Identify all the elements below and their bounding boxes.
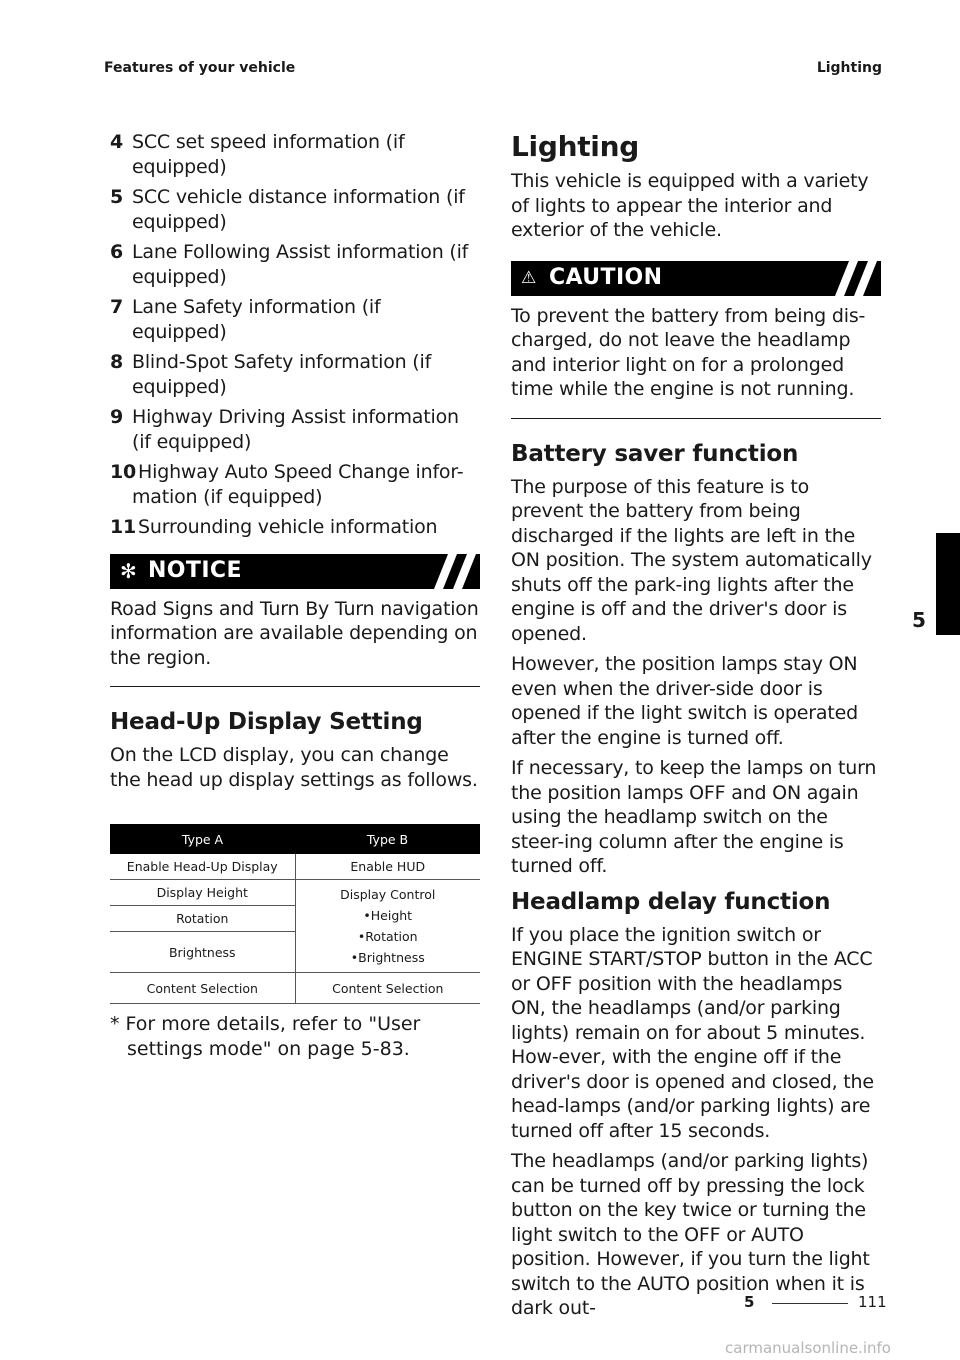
notice-title: NOTICE [148, 557, 242, 583]
hud-settings-table [110, 824, 480, 1004]
list-item: 10 Highway Auto Speed Change infor-mation (if equipped) [110, 461, 464, 508]
list-item: 9 Highway Driving Assist information (if equipped) [110, 406, 459, 453]
footer-divider [772, 1303, 848, 1304]
list-item: 11 Surrounding vehicle information [110, 516, 438, 538]
left-column [110, 130, 480, 1061]
divider [511, 418, 881, 419]
slash-stripes-icon [821, 261, 881, 296]
notice-text: Road Signs and Turn By Turn navigation information are available depending on the region. [110, 597, 479, 669]
table-row: Enable Head-Up Display Enable HUD [110, 854, 480, 880]
headlamp-delay-heading: Headlamp delay function [511, 888, 831, 915]
footer-page-number: 111 [858, 1293, 887, 1311]
list-item: 5 SCC vehicle distance information (if equipped) [110, 186, 465, 233]
list-item: 7 Lane Safety information (if equipped) [110, 296, 381, 343]
battery-saver-paragraph: However, the position lamps stay ON even when the driver-side door is opened if the light switch is operated after the engine is turned off. [511, 653, 858, 749]
hud-setting-intro: On the LCD display, you can change the head up display settings as follows. [110, 744, 478, 791]
running-header-section: Features of your vehicle [104, 60, 296, 76]
table-footnote: * For more details, refer to "User settings mode" on page 5-83. [110, 1013, 421, 1060]
slash-stripes-icon [420, 554, 480, 589]
lighting-heading: Lighting [511, 130, 639, 163]
display-control-cell: Display Control •Height •Rotation •Brightness [295, 880, 480, 973]
hud-setting-heading: Head-Up Display Setting [110, 709, 423, 735]
headlamp-delay-paragraph: If you place the ignition switch or ENGINE START/STOP button in the ACC or OFF position with the headlamps ON, the headlamps (and/or parking lights) remain on for about 5 minutes. How-ever, with the engine off if the driver's door is opened and closed, the head-lamps (and/or parking lights) are turned off after 15 seconds. [511, 923, 874, 1142]
battery-saver-paragraph: The purpose of this feature is to prevent the battery from being discharged if the lights are left in the ON position. The system automatically shuts off the park-ing lights after the engine is off and the driver's door is opened. [511, 475, 872, 645]
lighting-intro: This vehicle is equipped with a variety of lights to appear the interior and exterior of the vehicle. [511, 170, 869, 241]
table-header-type-b: Type B [295, 824, 480, 854]
divider [110, 686, 480, 687]
table-row: Display Height Display Control •Height •Rotation •Brightness [110, 880, 480, 906]
notice-icon: ✻ [120, 558, 137, 583]
running-header-topic: Lighting [816, 60, 882, 76]
chapter-tab-number: 5 [912, 608, 926, 632]
table-row: Rotation [110, 906, 480, 932]
notice-banner [110, 554, 480, 589]
caution-title: CAUTION [549, 264, 663, 290]
table-header-type-a: Type A [110, 824, 295, 854]
footer-chapter: 5 [744, 1293, 755, 1311]
list-item: 6 Lane Following Assist information (if equipped) [110, 241, 469, 288]
table-row: Brightness [110, 932, 480, 973]
headlamp-delay-paragraph: The headlamps (and/or parking lights) can be turned off by pressing the lock button on the key twice or turning the light switch to the OFF or AUTO position. However, if you turn the light switch to the AUTO position when it is dark out- [511, 1150, 870, 1319]
warning-triangle-icon: ⚠ [521, 267, 537, 288]
watermark: carmanualsonline.info [725, 1339, 891, 1357]
table-row: Content Selection Content Selection [110, 973, 480, 1004]
battery-saver-heading: Battery saver function [511, 440, 799, 467]
list-item: 4 SCC set speed information (if equipped) [110, 131, 405, 178]
caution-banner [511, 261, 881, 296]
battery-saver-paragraph: If necessary, to keep the lamps on turn the position lamps OFF and ON again using the headlamp switch on the steer-ing column after the engine is turned off. [511, 757, 877, 877]
list-item: 8 Blind-Spot Safety information (if equipped) [110, 351, 432, 398]
caution-text: To prevent the battery from being dis-charged, do not leave the headlamp and interior light on for a prolonged time while the engine is not running. [511, 304, 866, 400]
chapter-tab [936, 533, 960, 635]
right-column [511, 130, 881, 1327]
